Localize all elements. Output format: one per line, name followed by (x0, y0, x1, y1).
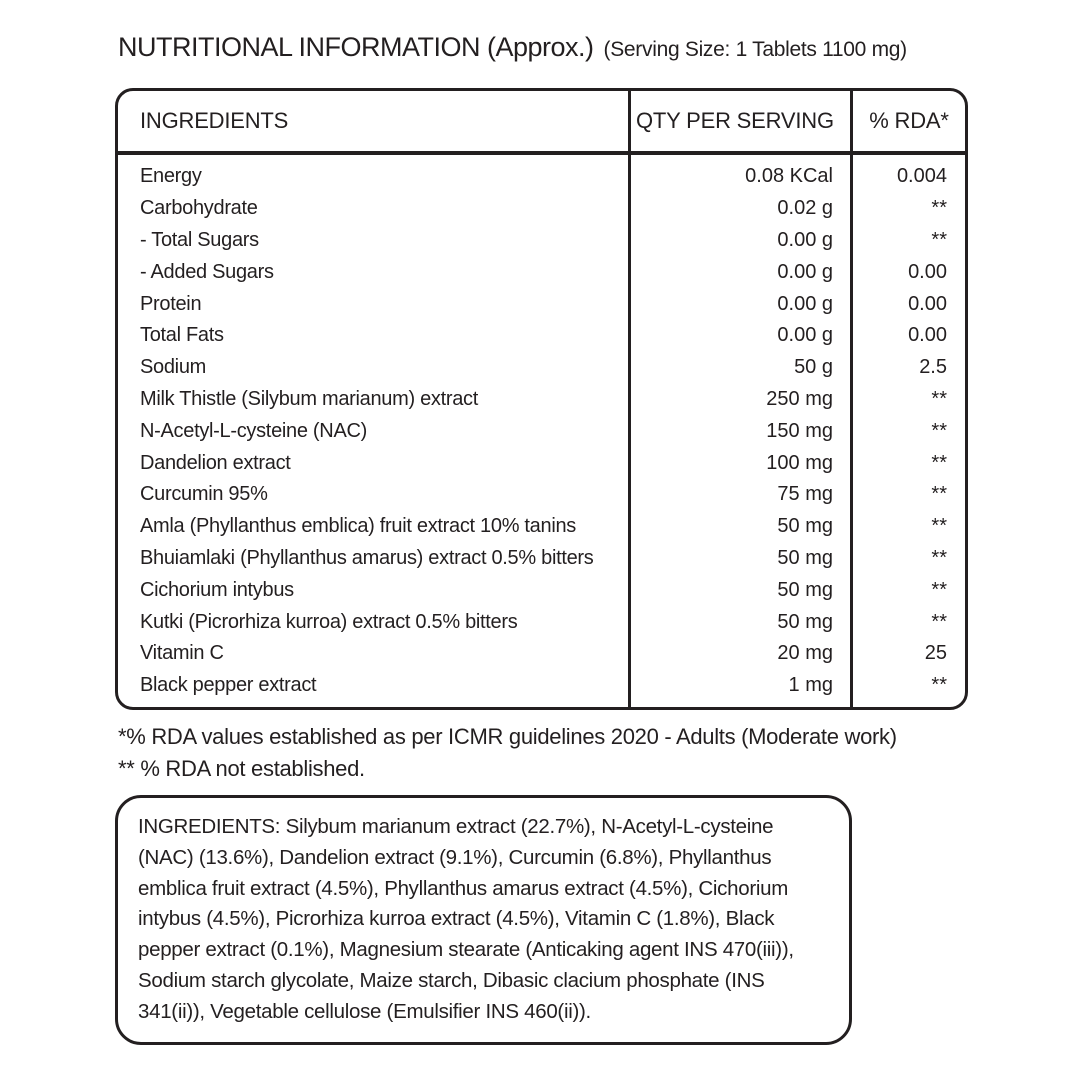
ingredient-rda: 0.00 (908, 292, 947, 315)
ingredient-name: Protein (140, 292, 202, 315)
table-row (118, 670, 965, 702)
ingredient-name: Amla (Phyllanthus emblica) fruit extract 10% tanins (140, 515, 576, 538)
ingredient-name: - Added Sugars (140, 260, 274, 283)
table-row (118, 479, 965, 511)
ingredient-rda: ** (931, 228, 947, 251)
ingredient-qty: 250 mg (766, 387, 833, 410)
ingredient-name: Total Fats (140, 324, 224, 347)
ingredient-name: Dandelion extract (140, 451, 291, 474)
ingredient-qty: 0.08 KCal (745, 165, 833, 188)
ingredients-list-text: INGREDIENTS: Silybum marianum extract (22.7%), N-Acetyl-L-cysteine (NAC) (13.6%), Dandelion extract (9.1%), Curcumin (6.8%), Phyllanthus emblica fruit extract (4.5%), Phyllanthus amarus extract (4.5%), Cichorium intybus (4.5%), Picrorhiza kurroa extract (4.5%), Vitamin C (1.8%), Black pepper extract (0.1%), Magnesium stearate (Anticaking agent INS 470(iii)), Sodium starch glycolate, Maize starch, Dibasic clacium phosphate (INS 341(ii)), Vegetable cellulose (Emulsifier INS 460(ii)). (138, 815, 794, 1023)
table-row (118, 256, 965, 288)
ingredient-name: Milk Thistle (Silybum marianum) extract (140, 387, 479, 410)
ingredient-qty: 0.00 g (777, 292, 833, 315)
table-header-row (118, 91, 965, 155)
header-qty-per-serving: QTY PER SERVING (636, 108, 834, 133)
ingredient-qty: 0.02 g (777, 197, 833, 220)
table-row (118, 606, 965, 638)
ingredient-name: Vitamin C (140, 642, 224, 665)
ingredient-qty: 20 mg (777, 642, 833, 665)
ingredient-qty: 1 mg (788, 674, 833, 697)
table-row (118, 352, 965, 384)
ingredient-rda: ** (931, 387, 947, 410)
ingredient-qty: 50 mg (777, 546, 833, 569)
ingredient-qty: 50 mg (777, 515, 833, 538)
ingredient-name: Kutki (Picrorhiza kurroa) extract 0.5% bitters (140, 610, 518, 633)
ingredient-qty: 0.00 g (777, 324, 833, 347)
ingredient-rda: ** (931, 578, 947, 601)
ingredient-rda: 0.00 (908, 324, 947, 347)
ingredient-name: - Total Sugars (140, 228, 259, 251)
ingredient-qty: 0.00 g (777, 260, 833, 283)
ingredient-name: Bhuiamlaki (Phyllanthus amarus) extract 0.5% bitters (140, 546, 594, 569)
header-ingredients: INGREDIENTS (140, 108, 289, 133)
ingredient-rda: 25 (924, 642, 947, 665)
ingredient-qty: 75 mg (777, 483, 833, 506)
ingredient-rda: ** (931, 451, 947, 474)
page-title (118, 32, 907, 63)
ingredient-rda: ** (931, 419, 947, 442)
table-row (118, 384, 965, 416)
ingredient-qty: 100 mg (766, 451, 833, 474)
table-row (118, 225, 965, 257)
ingredient-name: Cichorium intybus (140, 578, 294, 601)
table-row (118, 638, 965, 670)
header-rda: % RDA* (869, 108, 949, 133)
ingredient-qty: 0.00 g (777, 228, 833, 251)
ingredient-rda: 2.5 (919, 356, 947, 379)
table-body (118, 155, 965, 702)
column-divider (850, 91, 853, 707)
ingredient-name: Black pepper extract (140, 674, 317, 697)
ingredient-name: Sodium (140, 356, 207, 379)
ingredients-box (115, 795, 852, 1045)
ingredient-rda: ** (931, 610, 947, 633)
ingredient-rda: ** (931, 674, 947, 697)
ingredient-rda: 0.004 (896, 165, 947, 188)
rda-footnote: *% RDA values established as per ICMR guidelines 2020 - Adults (Moderate work) (118, 724, 897, 749)
ingredient-qty: 50 g (794, 356, 833, 379)
table-row (118, 193, 965, 225)
nutrition-table (115, 88, 968, 710)
title-main: NUTRITIONAL INFORMATION (Approx.) (118, 32, 594, 62)
table-row (118, 288, 965, 320)
table-row (118, 161, 965, 193)
table-row (118, 320, 965, 352)
ingredient-name: N-Acetyl-L-cysteine (NAC) (140, 419, 367, 442)
ingredient-name: Energy (140, 165, 202, 188)
table-row (118, 415, 965, 447)
ingredient-name: Carbohydrate (140, 197, 258, 220)
ingredient-rda: ** (931, 483, 947, 506)
table-row (118, 543, 965, 575)
ingredient-qty: 50 mg (777, 610, 833, 633)
table-row (118, 447, 965, 479)
ingredient-rda: 0.00 (908, 260, 947, 283)
rda-not-established-footnote: ** % RDA not established. (118, 756, 365, 781)
title-serving-size: (Serving Size: 1 Tablets 1100 mg) (603, 38, 907, 61)
ingredient-qty: 150 mg (766, 419, 833, 442)
ingredient-name: Curcumin 95% (140, 483, 268, 506)
ingredient-rda: ** (931, 197, 947, 220)
ingredient-qty: 50 mg (777, 578, 833, 601)
ingredient-rda: ** (931, 546, 947, 569)
column-divider (628, 91, 631, 707)
table-row (118, 511, 965, 543)
ingredient-rda: ** (931, 515, 947, 538)
table-row (118, 574, 965, 606)
